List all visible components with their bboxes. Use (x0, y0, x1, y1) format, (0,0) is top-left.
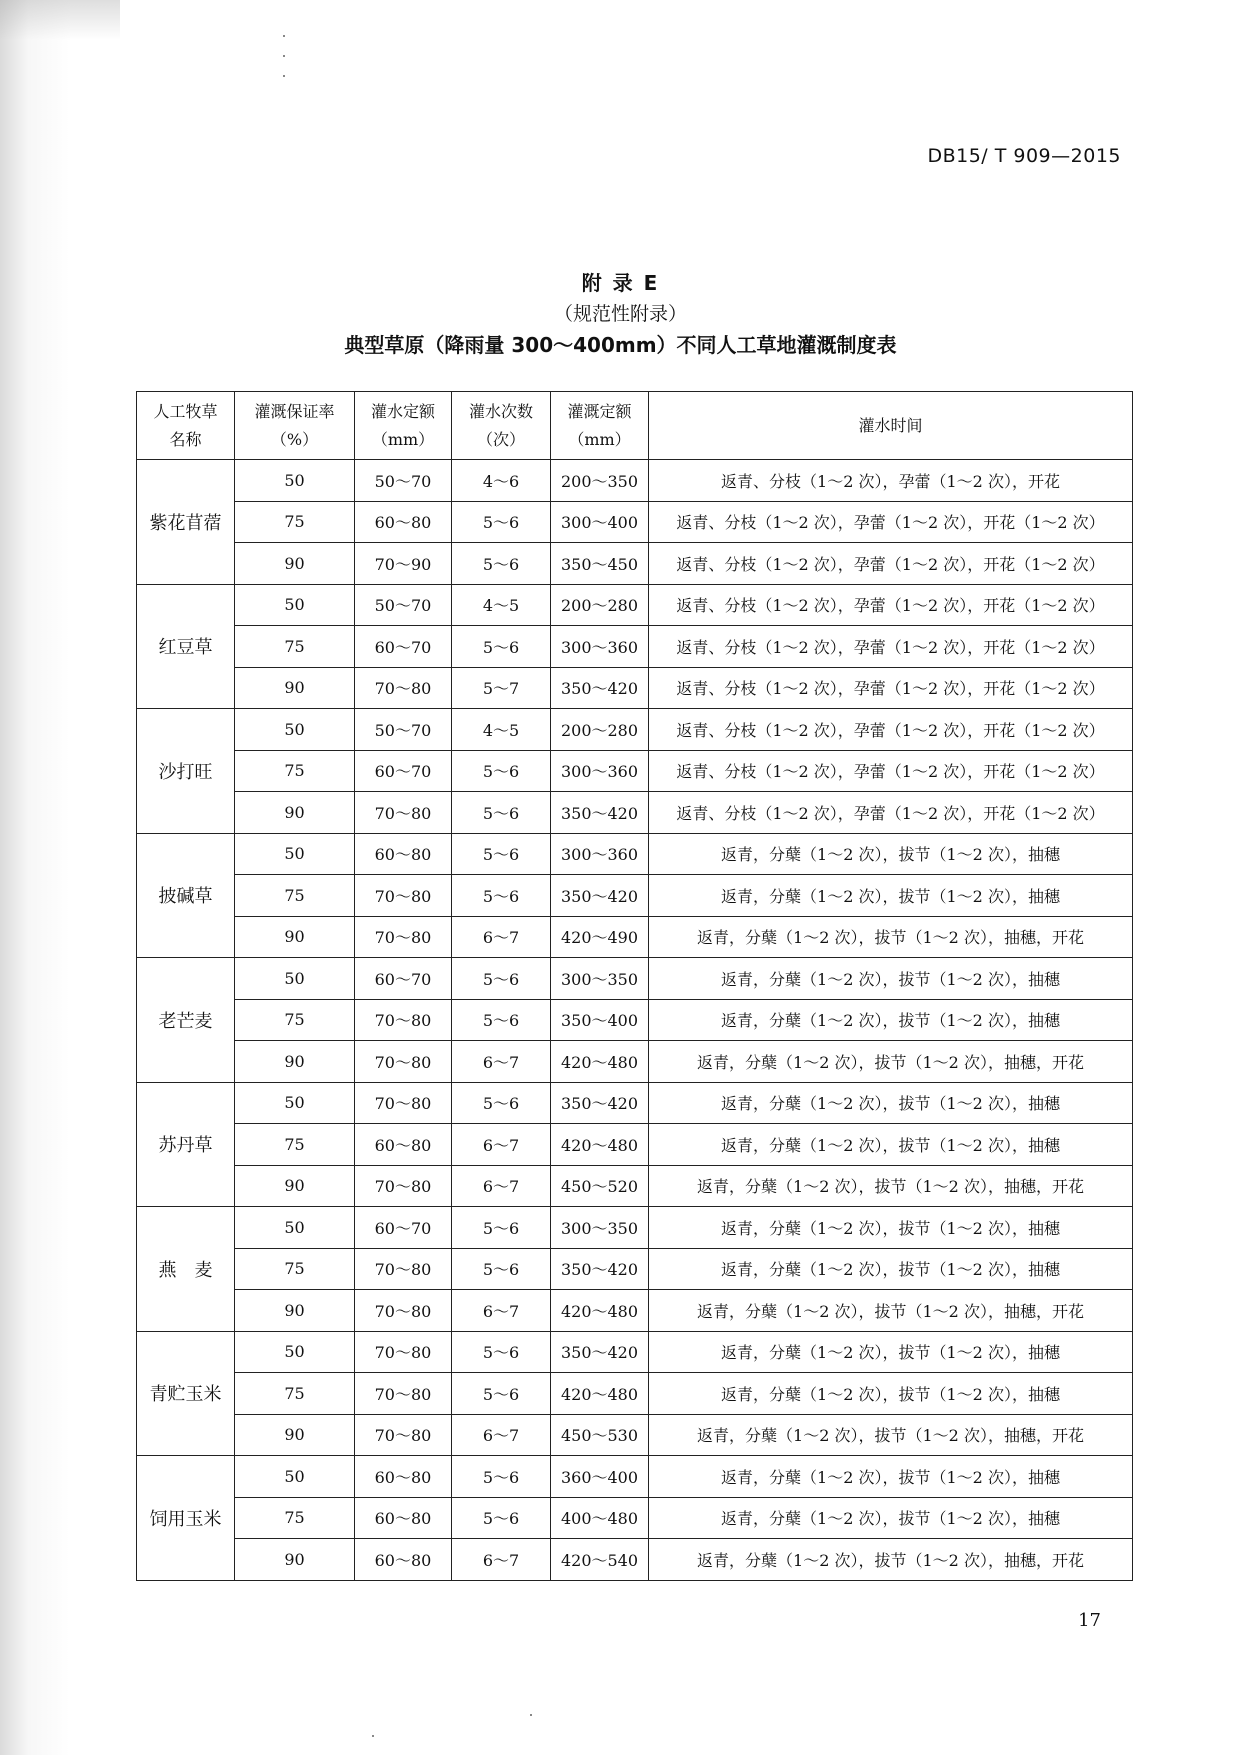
total-cell: 420～480 (551, 1041, 649, 1083)
timing-cell: 返青、分枝（1～2 次），孕蕾（1～2 次），开花 (649, 460, 1133, 502)
total-cell: 420～480 (551, 1290, 649, 1332)
col-header-times-line1: 灌水次数 (468, 401, 533, 421)
quota-cell: 70～80 (355, 999, 452, 1041)
total-cell: 450～530 (551, 1414, 649, 1456)
times-cell: 5～6 (452, 1207, 551, 1249)
timing-cell: 返青，分蘖（1～2 次），拔节（1～2 次），抽穗，开花 (649, 916, 1133, 958)
col-header-total (551, 392, 649, 460)
forage-name-cell: 沙打旺 (137, 709, 235, 834)
rate-cell: 75 (235, 501, 355, 543)
table-row (137, 1331, 1133, 1373)
appendix-title: 附 录 E (581, 271, 660, 295)
table-row (137, 1539, 1133, 1581)
rate-cell: 75 (235, 1248, 355, 1290)
total-cell: 400～480 (551, 1497, 649, 1539)
table-row (137, 1497, 1133, 1539)
quota-cell: 60～80 (355, 1124, 452, 1166)
col-header-timing: 灌水时间 (649, 392, 1133, 460)
quota-cell: 60～80 (355, 1539, 452, 1581)
table-row (137, 833, 1133, 875)
quota-cell: 70～80 (355, 1414, 452, 1456)
total-cell: 350～420 (551, 792, 649, 834)
times-cell: 5～6 (452, 999, 551, 1041)
col-header-times-line2: （次） (476, 429, 525, 449)
times-cell: 5～6 (452, 792, 551, 834)
table-row (137, 584, 1133, 626)
total-cell: 350～450 (551, 543, 649, 585)
rate-cell: 75 (235, 750, 355, 792)
table-row (137, 875, 1133, 917)
col-header-times (452, 392, 551, 460)
timing-cell: 返青，分蘖（1～2 次），拔节（1～2 次），抽穗，开花 (649, 1539, 1133, 1581)
total-cell: 450～520 (551, 1165, 649, 1207)
total-cell: 300～350 (551, 1207, 649, 1249)
rate-cell: 90 (235, 792, 355, 834)
rate-cell: 75 (235, 999, 355, 1041)
timing-cell: 返青，分蘖（1～2 次），拔节（1～2 次），抽穗 (649, 1456, 1133, 1498)
col-header-rate (235, 392, 355, 460)
table-body (137, 460, 1133, 1581)
col-header-name (137, 392, 235, 460)
rate-cell: 75 (235, 1124, 355, 1166)
table-row (137, 958, 1133, 1000)
quota-cell: 70～80 (355, 1165, 452, 1207)
quota-cell: 60～70 (355, 958, 452, 1000)
rate-cell: 90 (235, 1539, 355, 1581)
rate-cell: 75 (235, 1373, 355, 1415)
timing-cell: 返青、分枝（1～2 次），孕蕾（1～2 次），开花（1～2 次） (649, 626, 1133, 668)
table-row (137, 1207, 1133, 1249)
quota-cell: 70～80 (355, 667, 452, 709)
col-header-name-line1: 人工牧草 (153, 401, 218, 421)
col-header-quota-line1: 灌水定额 (370, 401, 435, 421)
timing-cell: 返青、分枝（1～2 次），孕蕾（1～2 次），开花（1～2 次） (649, 792, 1133, 834)
col-header-quota (355, 392, 452, 460)
timing-cell: 返青、分枝（1～2 次），孕蕾（1～2 次），开花（1～2 次） (649, 709, 1133, 751)
table-row (137, 1373, 1133, 1415)
total-cell: 360～400 (551, 1456, 649, 1498)
appendix-normative-label: （规范性附录） (553, 303, 687, 325)
table-row (137, 667, 1133, 709)
rate-cell: 90 (235, 1414, 355, 1456)
total-cell: 300～360 (551, 626, 649, 668)
forage-name-cell: 燕 麦 (137, 1207, 235, 1332)
timing-cell: 返青，分蘖（1～2 次），拔节（1～2 次），抽穗 (649, 875, 1133, 917)
rate-cell: 75 (235, 875, 355, 917)
times-cell: 5～6 (452, 875, 551, 917)
times-cell: 5～6 (452, 1082, 551, 1124)
total-cell: 350～420 (551, 667, 649, 709)
rate-cell: 90 (235, 916, 355, 958)
timing-cell: 返青，分蘖（1～2 次），拔节（1～2 次），抽穗 (649, 999, 1133, 1041)
quota-cell: 60～80 (355, 1497, 452, 1539)
quota-cell: 60～80 (355, 1456, 452, 1498)
times-cell: 5～6 (452, 543, 551, 585)
table-row (137, 1248, 1133, 1290)
total-cell: 300～360 (551, 750, 649, 792)
rate-cell: 90 (235, 1290, 355, 1332)
table-row (137, 1165, 1133, 1207)
quota-cell: 70～80 (355, 1248, 452, 1290)
times-cell: 5～6 (452, 1331, 551, 1373)
page-number: 17 (1078, 1610, 1101, 1631)
timing-cell: 返青，分蘖（1～2 次），拔节（1～2 次），抽穗 (649, 1207, 1133, 1249)
times-cell: 5～6 (452, 833, 551, 875)
quota-cell: 70～80 (355, 1331, 452, 1373)
quota-cell: 60～70 (355, 1207, 452, 1249)
times-cell: 4～6 (452, 460, 551, 502)
total-cell: 350～420 (551, 1248, 649, 1290)
timing-cell: 返青、分枝（1～2 次），孕蕾（1～2 次），开花（1～2 次） (649, 667, 1133, 709)
times-cell: 6～7 (452, 1165, 551, 1207)
times-cell: 6～7 (452, 916, 551, 958)
timing-cell: 返青、分枝（1～2 次），孕蕾（1～2 次），开花（1～2 次） (649, 501, 1133, 543)
forage-name-cell: 老芒麦 (137, 958, 235, 1083)
table-row (137, 999, 1133, 1041)
times-cell: 5～6 (452, 626, 551, 668)
quota-cell: 70～80 (355, 1041, 452, 1083)
times-cell: 5～6 (452, 750, 551, 792)
col-header-total-line2: （mm） (568, 429, 631, 449)
times-cell: 5～7 (452, 667, 551, 709)
scan-corner-shadow (0, 0, 120, 40)
total-cell: 300～400 (551, 501, 649, 543)
timing-cell: 返青、分枝（1～2 次），孕蕾（1～2 次），开花（1～2 次） (649, 543, 1133, 585)
total-cell: 350～420 (551, 875, 649, 917)
quota-cell: 70～80 (355, 875, 452, 917)
rate-cell: 50 (235, 1082, 355, 1124)
rate-cell: 50 (235, 833, 355, 875)
table-row (137, 460, 1133, 502)
forage-name-cell: 饲用玉米 (137, 1456, 235, 1581)
timing-cell: 返青、分枝（1～2 次），孕蕾（1～2 次），开花（1～2 次） (649, 584, 1133, 626)
rate-cell: 90 (235, 1041, 355, 1083)
col-header-quota-line2: （mm） (371, 429, 435, 449)
timing-cell: 返青，分蘖（1～2 次），拔节（1～2 次），抽穗 (649, 1082, 1133, 1124)
rate-cell: 50 (235, 1456, 355, 1498)
scan-speck (372, 1735, 374, 1737)
rate-cell: 90 (235, 1165, 355, 1207)
total-cell: 420～490 (551, 916, 649, 958)
quota-cell: 60～80 (355, 833, 452, 875)
timing-cell: 返青，分蘖（1～2 次），拔节（1～2 次），抽穗 (649, 1373, 1133, 1415)
scan-speck (283, 35, 285, 37)
timing-cell: 返青，分蘖（1～2 次），拔节（1～2 次），抽穗 (649, 833, 1133, 875)
table-row (137, 501, 1133, 543)
col-header-rate-line1: 灌溉保证率 (254, 401, 335, 421)
total-cell: 200～280 (551, 709, 649, 751)
quota-cell: 60～80 (355, 501, 452, 543)
scan-speck (283, 75, 285, 77)
rate-cell: 50 (235, 709, 355, 751)
quota-cell: 70～80 (355, 1373, 452, 1415)
table-row (137, 1456, 1133, 1498)
quota-cell: 70～80 (355, 1290, 452, 1332)
timing-cell: 返青，分蘖（1～2 次），拔节（1～2 次），抽穗 (649, 1248, 1133, 1290)
total-cell: 350～420 (551, 1331, 649, 1373)
rate-cell: 90 (235, 543, 355, 585)
timing-cell: 返青，分蘖（1～2 次），拔节（1～2 次），抽穗 (649, 1497, 1133, 1539)
scan-speck (530, 1714, 532, 1716)
forage-name-cell: 披碱草 (137, 833, 235, 958)
rate-cell: 50 (235, 460, 355, 502)
rate-cell: 75 (235, 1497, 355, 1539)
timing-cell: 返青，分蘖（1～2 次），拔节（1～2 次），抽穗，开花 (649, 1290, 1133, 1332)
quota-cell: 70～80 (355, 1082, 452, 1124)
rate-cell: 75 (235, 626, 355, 668)
rate-cell: 50 (235, 958, 355, 1000)
total-cell: 300～360 (551, 833, 649, 875)
times-cell: 6～7 (452, 1124, 551, 1166)
times-cell: 5～6 (452, 501, 551, 543)
irrigation-schedule-table (136, 391, 1133, 1581)
col-header-rate-line2: （%） (270, 429, 319, 449)
times-cell: 4～5 (452, 584, 551, 626)
times-cell: 6～7 (452, 1290, 551, 1332)
total-cell: 200～350 (551, 460, 649, 502)
times-cell: 5～6 (452, 1456, 551, 1498)
timing-cell: 返青，分蘖（1～2 次），拔节（1～2 次），抽穗 (649, 1124, 1133, 1166)
total-cell: 420～480 (551, 1373, 649, 1415)
quota-cell: 50～70 (355, 709, 452, 751)
table-row (137, 750, 1133, 792)
times-cell: 5～6 (452, 1248, 551, 1290)
quota-cell: 50～70 (355, 460, 452, 502)
timing-cell: 返青，分蘖（1～2 次），拔节（1～2 次），抽穗 (649, 1331, 1133, 1373)
standard-code: DB15/ T 909—2015 (927, 145, 1121, 167)
table-row (137, 916, 1133, 958)
table-row (137, 1041, 1133, 1083)
total-cell: 300～350 (551, 958, 649, 1000)
times-cell: 6～7 (452, 1539, 551, 1581)
rate-cell: 90 (235, 667, 355, 709)
table-row (137, 792, 1133, 834)
table-title: 典型草原（降雨量 300～400mm）不同人工草地灌溉制度表 (344, 333, 897, 357)
table-row (137, 1124, 1133, 1166)
rate-cell: 50 (235, 584, 355, 626)
total-cell: 350～400 (551, 999, 649, 1041)
quota-cell: 60～70 (355, 626, 452, 668)
rate-cell: 50 (235, 1331, 355, 1373)
times-cell: 4～5 (452, 709, 551, 751)
times-cell: 5～6 (452, 1497, 551, 1539)
forage-name-cell: 紫花苜蓿 (137, 460, 235, 585)
total-cell: 420～540 (551, 1539, 649, 1581)
quota-cell: 70～80 (355, 916, 452, 958)
timing-cell: 返青，分蘖（1～2 次），拔节（1～2 次），抽穗，开花 (649, 1041, 1133, 1083)
total-cell: 200～280 (551, 584, 649, 626)
col-header-name-line2: 名称 (169, 429, 202, 449)
timing-cell: 返青，分蘖（1～2 次），拔节（1～2 次），抽穗，开花 (649, 1165, 1133, 1207)
rate-cell: 50 (235, 1207, 355, 1249)
table-row (137, 709, 1133, 751)
total-cell: 350～420 (551, 1082, 649, 1124)
table-row (137, 626, 1133, 668)
total-cell: 420～480 (551, 1124, 649, 1166)
timing-cell: 返青，分蘖（1～2 次），拔节（1～2 次），抽穗 (649, 958, 1133, 1000)
timing-cell: 返青，分蘖（1～2 次），拔节（1～2 次），抽穗，开花 (649, 1414, 1133, 1456)
forage-name-cell: 青贮玉米 (137, 1331, 235, 1456)
forage-name-cell: 红豆草 (137, 584, 235, 709)
times-cell: 5～6 (452, 1373, 551, 1415)
quota-cell: 60～70 (355, 750, 452, 792)
table-row (137, 1290, 1133, 1332)
scan-speck (283, 55, 285, 57)
times-cell: 5～6 (452, 958, 551, 1000)
forage-name-cell: 苏丹草 (137, 1082, 235, 1207)
table-row (137, 1082, 1133, 1124)
quota-cell: 50～70 (355, 584, 452, 626)
quota-cell: 70～90 (355, 543, 452, 585)
times-cell: 6～7 (452, 1041, 551, 1083)
table-header-row (137, 392, 1133, 460)
timing-cell: 返青、分枝（1～2 次），孕蕾（1～2 次），开花（1～2 次） (649, 750, 1133, 792)
times-cell: 6～7 (452, 1414, 551, 1456)
scan-edge-shadow (0, 0, 70, 1755)
table-row (137, 543, 1133, 585)
table-row (137, 1414, 1133, 1456)
col-header-total-line1: 灌溉定额 (567, 401, 632, 421)
quota-cell: 70～80 (355, 792, 452, 834)
